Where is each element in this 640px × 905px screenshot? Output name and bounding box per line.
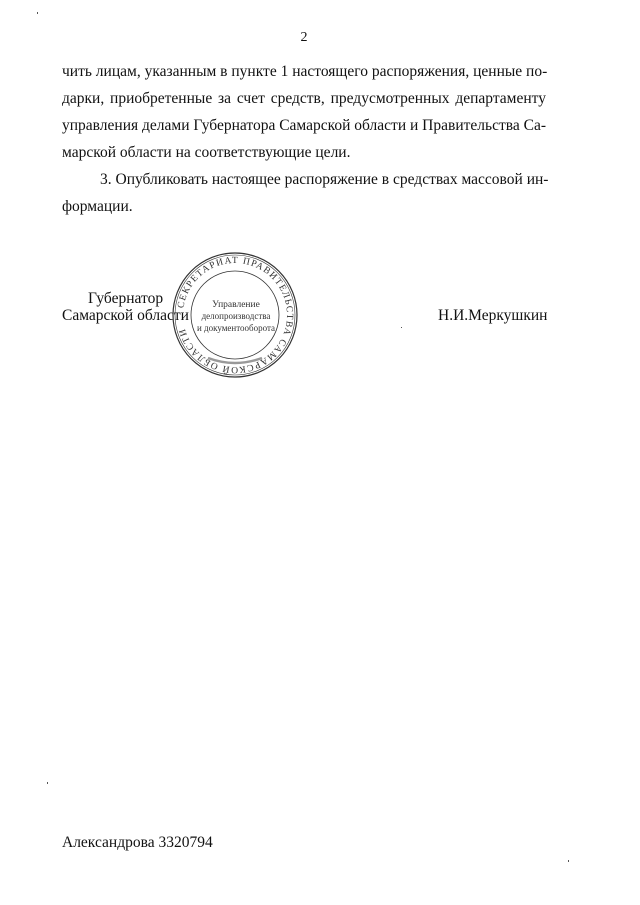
stamp-inner-line2: делопроизводства (201, 311, 271, 321)
paragraph-gifts (62, 58, 546, 166)
document-body (62, 58, 549, 220)
executor-contact: Александрова 3320794 (62, 834, 213, 851)
stamp-inner-line3: и документооборота (196, 323, 276, 333)
stamp-ring-text: СЕКРЕТАРИАТ ПРАВИТЕЛЬСТВА САМАРСКОЙ ОБЛАСТИ (176, 255, 295, 375)
text-line: 3. Опубликовать настоящее распоряжение в средствах массовой ин- (100, 171, 549, 188)
text-line: формации. (62, 198, 133, 215)
text-line: дарки, приобретенные за счет средств, предусмотренных департаменту (62, 90, 546, 107)
scan-speck (401, 327, 402, 328)
scan-speck (47, 782, 48, 784)
scan-speck (568, 860, 569, 862)
page-number: 2 (300, 30, 308, 45)
text-line: марской области на соответствующие цели. (62, 144, 351, 161)
paragraph-publish (62, 166, 549, 220)
stamp-seal-icon (170, 250, 300, 380)
signer-position-line1: Губернатор (88, 290, 164, 307)
signer-name: Н.И.Меркушкин (438, 307, 548, 324)
text-line: чить лицам, указанным в пункте 1 настоящего распоряжения, ценные по- (62, 63, 548, 80)
signer-position-line2: Самарской области (62, 307, 189, 324)
scan-speck (37, 12, 38, 14)
official-stamp (170, 250, 300, 380)
text-line: управления делами Губернатора Самарской области и Правительства Са- (62, 117, 546, 134)
stamp-inner-line1: Управление (212, 300, 260, 310)
